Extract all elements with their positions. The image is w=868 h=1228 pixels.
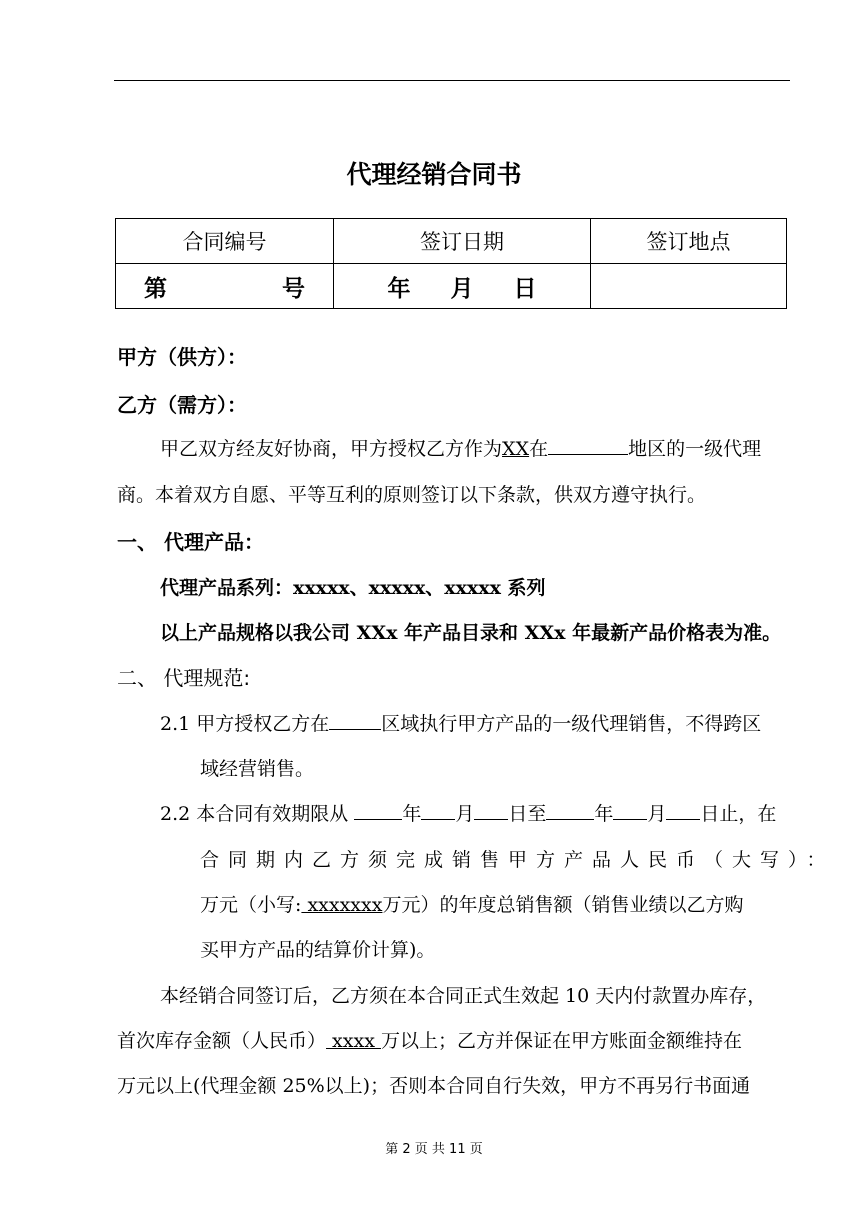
product-series: 代理产品系列：xxxxx、xxxxx、xxxxx 系列 xyxy=(160,577,546,599)
area-blank xyxy=(329,709,381,730)
start-month-blank xyxy=(421,799,455,820)
end-year-blank xyxy=(546,799,594,820)
contract-no-suffix: 号 xyxy=(282,275,305,302)
sign-date-cell xyxy=(334,264,591,309)
region-blank xyxy=(548,434,628,455)
header-rule xyxy=(114,80,790,81)
clause-2-2-line-4: 买甲方产品的结算价计算)。 xyxy=(200,939,436,961)
sales-amount-field: xxxxxxx xyxy=(301,894,383,916)
document-title: 代理经销合同书 xyxy=(346,160,522,189)
clause-2-1-number: 2.1 xyxy=(160,713,191,735)
contract-no-prefix: 第 xyxy=(144,275,167,302)
start-year-blank xyxy=(354,799,402,820)
agent-name-field: XX xyxy=(502,438,530,460)
date-year: 年 xyxy=(387,275,411,302)
date-day: 日 xyxy=(513,275,537,302)
header-sign-date: 签订日期 xyxy=(334,219,591,264)
clause-2-2-line-2: 合同期内乙方须完成销售甲方产品人民币（大写）： xyxy=(200,849,835,871)
page-number-footer: 第 2 页 共 11 页 xyxy=(385,1142,483,1157)
paragraph-line-1: 本经销合同签订后，乙方须在本合同正式生效起 10 天内付款置办库存， xyxy=(160,985,767,1007)
clause-2-2-line-1: 2.2 本合同有效期限从 年 月 日至 年 月 日止，在 xyxy=(160,799,868,829)
section-2-heading: 二、 代理规范: xyxy=(117,666,251,690)
paragraph-line-3: 万元以上(代理金额 25%以上)；否则本合同自行失效，甲方不再另行书面通 xyxy=(117,1075,751,1097)
party-b-label: 乙方（需方）： xyxy=(117,393,247,417)
date-month: 月 xyxy=(450,275,474,302)
intro-line-2: 商。本着双方自愿、平等互利的原则签订以下条款，供双方遵守执行。 xyxy=(117,484,707,506)
paragraph-line-2: 首次库存金额（人民币） xxxx 万以上；乙方并保证在甲方账面金额维持在 xyxy=(117,1030,742,1052)
clause-2-1-line-1: 2.1 甲方授权乙方在 区域执行甲方产品的一级代理销售，不得跨区 xyxy=(160,709,868,739)
start-day-blank xyxy=(474,799,508,820)
header-contract-no: 合同编号 xyxy=(116,219,334,264)
clause-2-2-number: 2.2 xyxy=(160,803,191,825)
intro-line-1: 甲乙双方经友好协商，甲方授权乙方作为XX在 地区的一级代理 xyxy=(160,434,868,464)
inventory-amount-field: xxxx xyxy=(326,1030,381,1052)
sign-place-cell xyxy=(591,264,787,309)
end-month-blank xyxy=(613,799,647,820)
clause-2-1-line-2: 域经营销售。 xyxy=(200,758,315,780)
product-spec-note: 以上产品规格以我公司 XXx 年产品目录和 XXx 年最新产品价格表为准。 xyxy=(160,622,782,644)
contract-info-table xyxy=(115,218,787,309)
party-a-label: 甲方（供方）： xyxy=(117,345,247,369)
contract-no-cell xyxy=(116,264,334,309)
section-1-heading: 一、 代理产品： xyxy=(117,530,264,554)
clause-2-2-line-3: 万元（小写: xxxxxxx万元）的年度总销售额（销售业绩以乙方购 xyxy=(200,894,744,916)
header-sign-place: 签订地点 xyxy=(591,219,787,264)
end-day-blank xyxy=(666,799,700,820)
